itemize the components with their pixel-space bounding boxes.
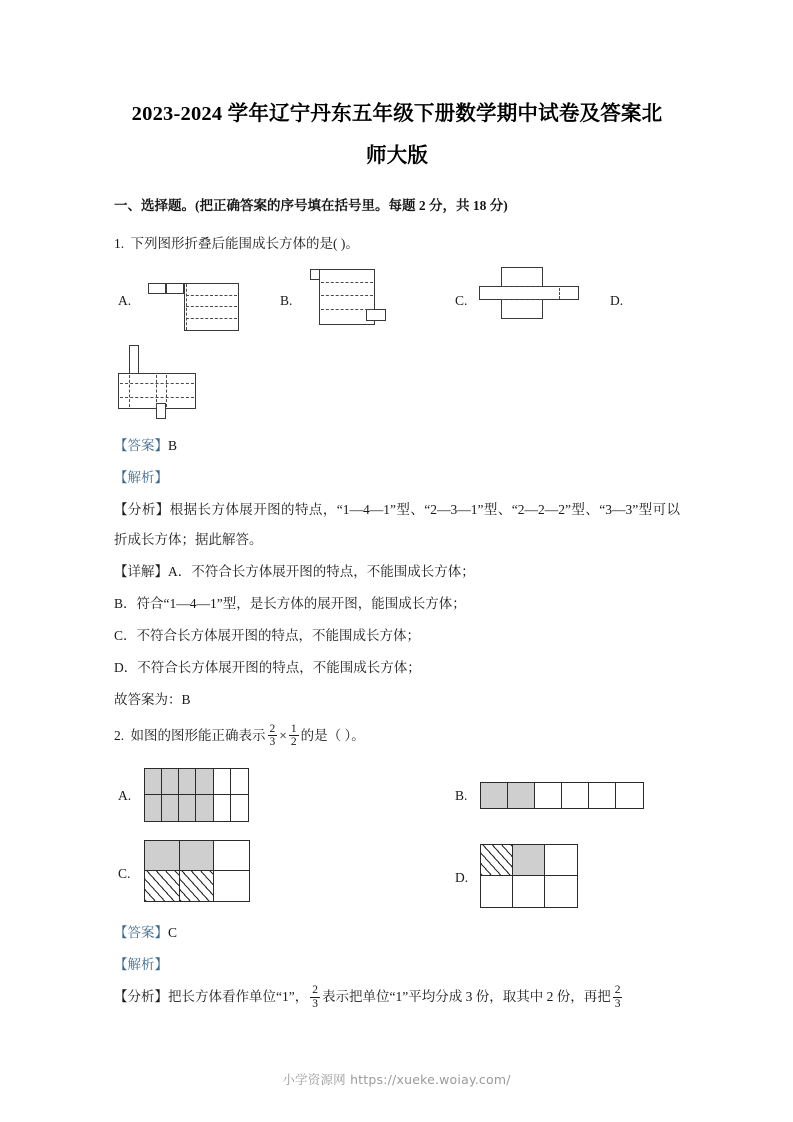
grid-cell <box>145 841 180 871</box>
grid-cell <box>180 841 215 871</box>
question-1-xiangjie-line-3: C．不符合长方体展开图的特点，不能围成长方体； <box>114 628 421 643</box>
answer-tag: 【答案】 <box>114 438 168 453</box>
fenxi-fraction-1 <box>310 984 320 1011</box>
grid-cell <box>196 795 213 821</box>
fenxi-tag: 【分析】 <box>114 502 170 517</box>
fraction-numerator: 2 <box>614 983 621 996</box>
question-2-fraction-1 <box>268 723 278 750</box>
question-2-text <box>114 723 680 750</box>
net-b-cell-bottom <box>366 309 386 321</box>
question-1-number: 1. <box>114 236 125 251</box>
grid-cell <box>180 871 215 901</box>
grid-cell <box>513 845 545 876</box>
fraction-numerator: 2 <box>269 722 276 735</box>
question-2-options-row-2 <box>114 838 680 910</box>
grid-cell <box>535 783 562 808</box>
net-c-dash-2 <box>502 299 542 300</box>
analysis-tag: 【解析】 <box>114 470 168 485</box>
fenxi-part-2: 表示把单位“1”平均分成 3 份，取其中 2 份，再把 <box>321 989 611 1005</box>
answer-value: C <box>168 925 178 941</box>
title-line-1: 2023-2024 学年辽宁丹东五年级下册数学期中试卷及答案北 <box>131 103 663 125</box>
question-1-options-row-1 <box>114 265 680 337</box>
question-1-options-row-2 <box>114 345 680 423</box>
grid-cell <box>145 795 162 821</box>
footer-site-name: 小学资源网 <box>282 1072 346 1087</box>
q2-option-c-label: C. <box>118 866 131 882</box>
option-d-label: D. <box>610 293 624 308</box>
grid-cell <box>231 769 248 795</box>
title-line-2: 师大版 <box>365 145 429 167</box>
grid-cell <box>214 841 249 871</box>
net-b-dash-2 <box>321 295 373 296</box>
question-2-operator: × <box>279 728 287 743</box>
q2-option-c-figure <box>144 840 250 902</box>
grid-cell <box>145 871 180 901</box>
grid-cell <box>145 769 162 795</box>
question-1-analysis-heading <box>114 463 680 493</box>
grid-cell <box>196 769 213 795</box>
grid-cell <box>231 795 248 821</box>
grid-cell <box>562 783 589 808</box>
grid-cell <box>162 769 179 795</box>
grid-cell <box>513 876 545 907</box>
question-1-xiangjie-line-2: B．符合“1—4—1”型，是长方体的展开图，能围成长方体； <box>114 596 466 611</box>
q2-option-a-figure <box>144 768 249 822</box>
net-b-dash-3 <box>321 309 373 310</box>
page-title <box>114 95 680 175</box>
option-a-net-figure <box>148 273 248 333</box>
footer-watermark <box>0 1070 793 1088</box>
question-2-body-after: 的是（ ）。 <box>300 728 365 743</box>
grid-cell <box>214 871 249 901</box>
net-c-dash-v <box>559 288 560 299</box>
question-2-fenxi <box>114 982 680 1012</box>
net-d-dash-v2 <box>156 375 157 407</box>
xiangjie-tag: 【详解】 <box>114 564 168 579</box>
question-2-analysis-heading <box>114 950 680 980</box>
question-2-number: 2. <box>114 728 125 743</box>
question-1-xiangjie-line-1 <box>114 557 680 587</box>
grid-cell <box>481 783 508 808</box>
grid-cell <box>545 876 577 907</box>
net-a-body <box>184 283 239 331</box>
fraction-numerator: 1 <box>290 722 297 735</box>
fraction-denominator: 3 <box>269 736 276 749</box>
fenxi-text: 根据长方体展开图的特点，“1—4—1”型、“2—3—1”型、“2—2—2”型、“3—3”型可以折成长方体；据此解答。 <box>114 502 680 547</box>
grid-cell <box>545 845 577 876</box>
question-1-answer <box>114 431 680 461</box>
option-b-label: B. <box>280 293 293 308</box>
net-a-dash-2 <box>186 306 237 307</box>
net-d-dash-h2 <box>120 397 194 398</box>
analysis-tag: 【解析】 <box>114 957 168 973</box>
net-a-cell-1 <box>148 283 166 294</box>
question-2-fraction-2 <box>289 723 299 750</box>
option-c-net-figure <box>479 267 609 333</box>
grid-cell <box>162 795 179 821</box>
option-c-label: C. <box>455 293 468 308</box>
net-d-cell-bottom <box>156 403 166 419</box>
grid-cell <box>508 783 535 808</box>
question-1-fenxi <box>114 495 680 555</box>
net-b-dash-1 <box>321 282 373 283</box>
q2-option-a-label: A. <box>118 788 132 804</box>
grid-cell <box>481 876 513 907</box>
section-header: 一、选择题。(把正确答案的序号填在括号里。每题 2 分，共 18 分) <box>114 198 508 213</box>
fraction-denominator: 3 <box>312 997 318 1010</box>
question-2-body-before: 如图的图形能正确表示 <box>130 728 266 743</box>
page-content <box>114 95 680 1014</box>
net-d-dash-v1 <box>129 375 130 407</box>
fenxi-tag: 【分析】 <box>114 989 168 1005</box>
question-1-text <box>114 231 680 257</box>
net-d-dash-h1 <box>120 383 194 384</box>
grid-cell <box>589 783 616 808</box>
q2-option-d-label: D. <box>455 870 469 886</box>
grid-cell <box>179 795 196 821</box>
net-c-strip <box>479 286 579 300</box>
grid-cell <box>616 783 643 808</box>
fraction-numerator: 2 <box>312 983 318 996</box>
net-a-cell-2 <box>166 283 184 294</box>
q2-option-b-label: B. <box>455 788 468 804</box>
fenxi-part-1: 把长方体看作单位“1”， <box>168 989 309 1005</box>
fenxi-fraction-2 <box>613 984 623 1011</box>
option-a-label: A. <box>118 293 132 308</box>
grid-cell <box>214 769 231 795</box>
question-2-answer <box>114 918 680 948</box>
option-d-net-figure <box>118 345 238 421</box>
net-a-dash-1 <box>186 295 237 296</box>
answer-value: B <box>168 438 178 453</box>
option-b-net-figure <box>310 269 420 333</box>
net-c-dash-1 <box>502 286 542 287</box>
footer-url: https://xueke.woiay.com/ <box>350 1072 511 1087</box>
net-a-dash-v <box>186 284 187 330</box>
net-a-dash-3 <box>186 318 237 319</box>
question-1-body: 下列图形折叠后能围成长方体的是( )。 <box>130 236 359 251</box>
grid-cell <box>214 795 231 821</box>
q2-option-d-figure <box>480 844 578 908</box>
xiangjie-text-a: A．不符合长方体展开图的特点，不能围成长方体； <box>168 564 475 579</box>
grid-cell <box>179 769 196 795</box>
grid-cell <box>481 845 513 876</box>
net-d-dash-v3 <box>166 375 167 407</box>
net-d-cell-top <box>129 345 139 375</box>
question-1-xiangjie-line-4: D．不符合长方体展开图的特点，不能围成长方体； <box>114 660 421 675</box>
question-1-conclusion: 故答案为：B <box>114 692 191 707</box>
q2-option-b-figure <box>480 782 644 809</box>
fraction-denominator: 2 <box>290 736 297 749</box>
answer-tag: 【答案】 <box>114 925 168 941</box>
question-2-options-row-1 <box>114 764 680 826</box>
fraction-denominator: 3 <box>614 997 621 1010</box>
